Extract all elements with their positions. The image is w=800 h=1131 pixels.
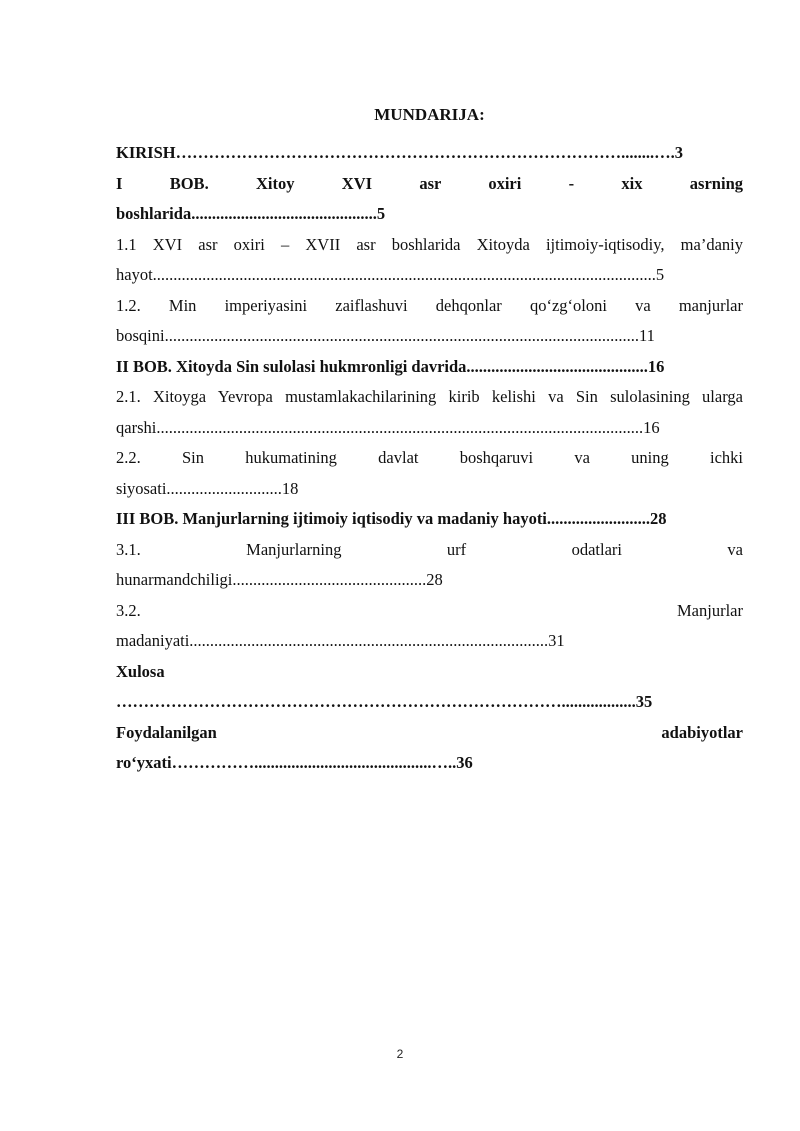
toc-entry-chapter-1-title: I BOB. Xitoy XVI asr oxiri - xix asrning	[116, 173, 743, 193]
toc-entry-section-2-2-title: 2.2. Sin hukumatining davlat boshqaruvi va uning ichki	[116, 448, 743, 467]
toc-entry-chapter-2: II BOB. Xitoyda Sin sulolasi hukmronligi davrida............................................16	[116, 356, 665, 376]
toc-entry-conclusion-page: ………………………………………………………………………..................35	[116, 692, 653, 711]
table-of-contents	[116, 100, 743, 779]
toc-entry-kirish: KIRISH………………………………………………………………………........….3	[116, 143, 683, 162]
toc-entry-chapter-3: III BOB. Manjurlarning ijtimoiy iqtisodiy va madaniy hayoti.........................28	[116, 509, 667, 528]
toc-entry-section-2-2-page: siyosati............................18	[116, 478, 299, 498]
toc-title: MUNDARIJA:	[374, 105, 485, 124]
toc-entry-references-page: ro‘yxati……………...........................................…..36	[116, 753, 473, 772]
toc-entry-section-1-2-page: bosqini...................................................................................................................11	[116, 326, 655, 345]
toc-entry-section-3-1-title: 3.1. Manjurlarning urf odatlari va	[116, 539, 743, 559]
toc-entry-section-1-1-title: 1.1 XVI asr oxiri – XVII asr boshlarida Xitoyda ijtimoiy-iqtisodiy, ma’daniy	[116, 234, 743, 254]
toc-entry-section-3-2-title: 3.2. Manjurlar	[116, 600, 743, 620]
toc-entry-section-2-1-page: qarshi......................................................................................................................16	[116, 417, 660, 437]
toc-entry-chapter-1-page: boshlarida.............................................5	[116, 204, 386, 223]
toc-entry-section-2-1-title: 2.1. Xitoyga Yevropa mustamlakachilarining kirib kelishi va Sin sulolasining ularga	[116, 387, 743, 406]
toc-entry-conclusion-title: Xulosa	[116, 661, 165, 681]
toc-entry-section-1-2-title: 1.2. Min imperiyasini zaiflashuvi dehqonlar qo‘zg‘oloni va manjurlar	[116, 295, 743, 315]
page-number: 2	[396, 1047, 404, 1061]
toc-entry-section-3-2-page: madaniyati.......................................................................................31	[116, 631, 565, 650]
toc-entry-references-title: Foydalanilgan adabiyotlar	[116, 722, 743, 742]
toc-entry-section-1-1-page: hayot..........................................................................................................................5	[116, 265, 665, 284]
toc-entry-section-3-1-page: hunarmandchiligi...............................................28	[116, 570, 443, 589]
